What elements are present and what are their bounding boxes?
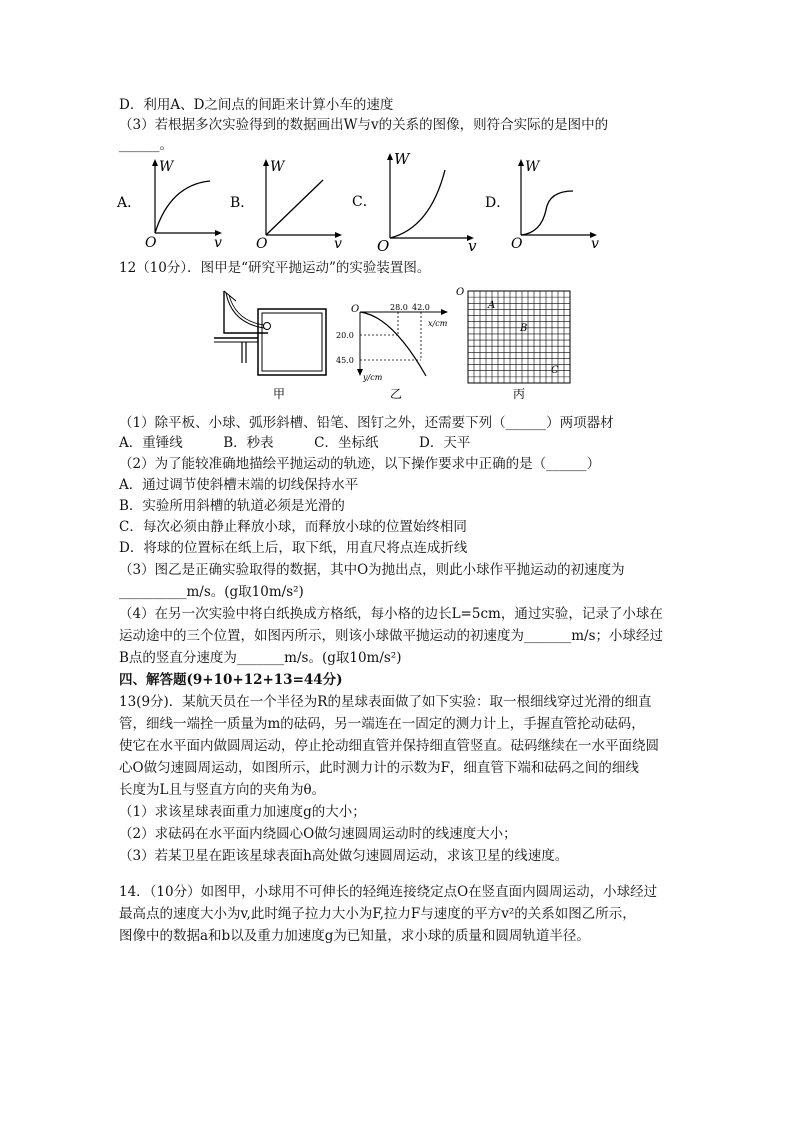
q13-line5: 长度为L且与竖直方向的夹角为θ。: [119, 782, 326, 798]
point-b-label: B: [520, 323, 528, 334]
origin-label: O: [351, 304, 360, 315]
q12-part3-blank: __________m/s。(g取10m/s²): [119, 584, 304, 600]
x-axis-label: v: [468, 237, 477, 253]
figure-caption: 甲: [272, 387, 286, 401]
x-axis-label: v: [334, 236, 342, 250]
q12-part1: （1）除平板、小球、弧形斜槽、铅笔、图钉之外，还需要下列（______）两项器材: [119, 415, 614, 431]
q12-part3: （3）图乙是正确实验取得的数据，其中O为抛出点，则此小球作平抛运动的初速度为: [119, 562, 625, 578]
figure-caption: 丙: [512, 387, 526, 401]
q12-part4: （4）在另一次实验中将白纸换成方格纸，每小格的边长L=5cm，通过实验，记录了小球在: [119, 606, 663, 622]
x-axis-label: v: [214, 235, 222, 250]
q14-line3: 图像中的数据a和b以及重力加速度g为已知量，求小球的质量和圆周轨道半径。: [119, 928, 590, 944]
q12-part4-end: B点的竖直分速度为_______m/s。(g取10m/s²): [119, 650, 402, 666]
origin-label: O: [145, 235, 157, 250]
origin-label: O: [456, 287, 465, 298]
q12-part1-options: A．重锤线 B．秒表 C．坐标纸 D．天平: [119, 435, 471, 451]
q12-part2-option-b: B．实验所用斜槽的轨道必须是光滑的: [119, 498, 345, 514]
question-12-title: 12（10分）．图甲是“研究平抛运动”的实验装置图。: [119, 260, 431, 276]
x-tick-label: 42.0: [412, 303, 430, 312]
x-axis-label: v: [591, 236, 599, 250]
q13-part2: （2）求砝码在水平面内绕圆心O做匀速圆周运动时的线速度大小；: [119, 826, 517, 842]
origin-label: O: [511, 236, 523, 250]
y-axis-label: W: [525, 159, 540, 175]
origin-label: O: [377, 237, 390, 253]
question-3-line: （3）若根据多次实验得到的数据画出W与v的关系的图像，则符合实际的是图中的: [119, 117, 609, 133]
option-d-line: D．利用A、D之间点的间距来计算小车的速度: [119, 97, 394, 113]
q12-part4-cont: 运动途中的三个位置，如图丙所示，则该小球做平抛运动的初速度为_______m/s；小球经过: [119, 628, 664, 644]
q13-part1: （1）求该星球表面重力加速度g的大小；: [119, 804, 366, 820]
q13-line3: 使它在水平面内做圆周运动，停止抡动细直管并保持细直管竖直。砝码继续在一水平面绕圆: [119, 738, 659, 754]
y-axis-label: y/cm: [363, 373, 383, 382]
q13-part3: （3）若某卫星在距该星球表面h高处做匀速圆周运动，求该卫星的线速度。: [119, 848, 569, 864]
y-axis-label: W: [159, 159, 174, 175]
q13-line4: 心O做匀速圆周运动，如图所示，此时测力计的示数为F，细直管下端和砝码之间的细线: [119, 760, 639, 776]
option-label: C．: [352, 194, 377, 210]
figure-jia-apparatus: [210, 283, 335, 403]
q12-part2-option-a: A．通过调节使斜槽末端的切线保持水平: [119, 477, 359, 493]
q12-part2: （2）为了能较准确地描绘平抛运动的轨迹，以下操作要求中正确的是（______）: [119, 456, 601, 472]
q13-line2: 管，细线一端拴一质量为m的砝码，另一端连在一固定的测力计上，手握直管抡动砝码，: [119, 716, 645, 732]
y-tick-label: 45.0: [336, 356, 354, 365]
section-heading: 四、解答题(9+10+12+13=44分): [119, 672, 343, 688]
graph-option-b: [228, 155, 348, 250]
figure-bing-grid: [453, 283, 575, 403]
q13-line1: 13(9分)．某航天员在一个半径为R的星球表面做了如下实验：取一根细线穿过光滑的细直: [119, 694, 652, 710]
y-axis-label: W: [270, 159, 285, 175]
graph-option-a: [115, 155, 225, 250]
figure-yi-trajectory: [332, 300, 457, 405]
figure-caption: 乙: [389, 387, 403, 401]
option-label: B．: [230, 195, 255, 211]
y-tick-label: 20.0: [336, 331, 354, 340]
answer-blank-line: ______。: [119, 137, 173, 153]
q12-part2-option-c: C．每次必须由静止释放小球，而释放小球的位置始终相同: [119, 519, 467, 535]
x-tick-label: 28.0: [390, 303, 408, 312]
origin-label: O: [256, 236, 268, 250]
graph-option-d: [483, 155, 603, 250]
x-axis-label: x/cm: [428, 319, 448, 328]
point-a-label: A: [488, 300, 496, 311]
q14-line1: 14．（10分）如图甲，小球用不可伸长的轻绳连接绕定点O在竖直面内圆周运动，小球经过: [119, 884, 658, 900]
option-label: A．: [117, 195, 142, 211]
y-axis-label: W: [394, 150, 410, 168]
point-c-label: C: [551, 365, 559, 376]
graph-option-c: [350, 148, 480, 253]
q14-line2: 最高点的速度大小为v,此时绳子拉力大小为F,拉力F与速度的平方v²的关系如图乙所示，: [119, 906, 636, 922]
option-label: D．: [485, 195, 511, 211]
q12-part2-option-d: D．将球的位置标在纸上后，取下纸，用直尺将点连成折线: [119, 540, 468, 556]
